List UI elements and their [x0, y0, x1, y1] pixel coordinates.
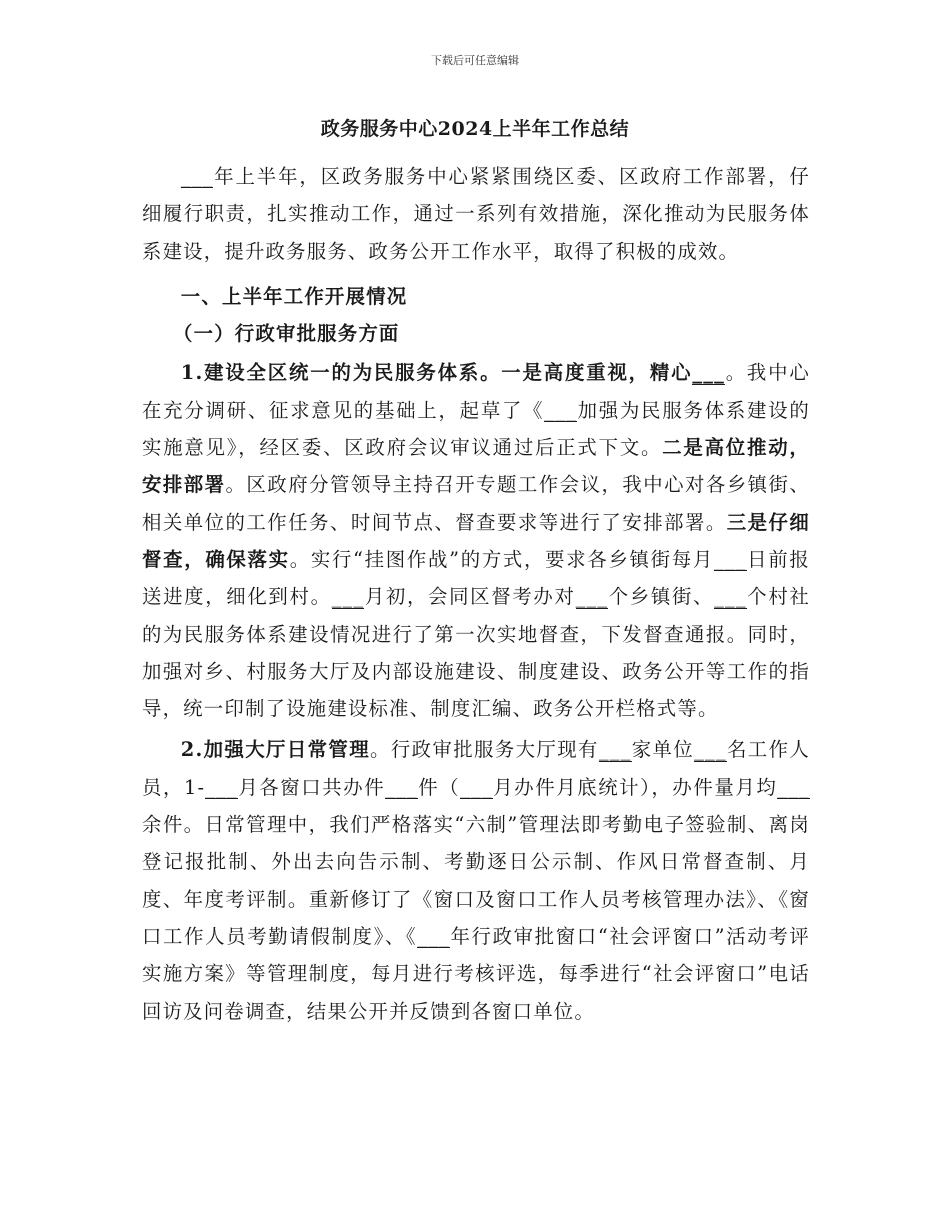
item-1-text: 加强为民服务体系建设的实施意见》，经区委、区政府会议审议通过后正式下文。 — [142, 398, 810, 460]
item-2-text: 月办件月底统计），办件量月均 — [492, 775, 778, 799]
intro-text: 年上半年，区政务服务中心紧紧围绕区委、区政府工作部署，仔细履行职责，扎实推动工作，通过一系列有效措施，深化推动为民服务体系建设，提升政务服务、政务公开工作水平，取得了积极的成效。 — [142, 165, 810, 263]
blank-field: ___ — [544, 398, 578, 422]
item-1-text: 个村社的为民服务体系建设情况进行了第一次实地督查，下发督查通报。同时，加强对乡、村服务大厅及内部设施建设、制度建设、政务公开等工作的指导，统一印制了设施建设标准、制度汇编、政务公开栏格式等。 — [142, 585, 810, 721]
item-1-paragraph — [142, 354, 810, 727]
item-2-text: 家单位 — [631, 738, 695, 762]
subsection-heading: （一）行政审批服务方面 — [173, 322, 400, 346]
blank-field: ___ — [417, 924, 451, 948]
blank-field: ___ — [692, 361, 726, 385]
item-2-text: 。行政审批服务大厅现有 — [370, 738, 599, 762]
blank-field: ___ — [777, 775, 810, 799]
blank-field: ___ — [694, 738, 727, 762]
blank-field: ___ — [385, 775, 418, 799]
item-1-text: 。实行“挂图作战”的方式，要求各乡镇街每月 — [289, 547, 714, 571]
item-1-text: 日前报送进度，细化到村。 — [142, 547, 810, 609]
item-1-text: 。区政府分管领导主持召开专题工作会议，我中心对各乡镇街、相关单位的工作任务、时间节点、督查要求等进行了安排部署。 — [142, 473, 810, 534]
item-1-text: 。我中心在充分调研、征求意见的基础上，起草了《 — [142, 361, 810, 422]
blank-field: ___ — [205, 775, 238, 799]
item-1-strong: 二是高位推动，安排部署 — [142, 436, 810, 497]
blank-field: ___ — [460, 775, 493, 799]
section-heading: 一、上半年工作开展情况 — [180, 284, 408, 308]
item-2-text: 月各窗口共办件 — [237, 775, 386, 799]
item-1-text: 个乡镇街、 — [608, 585, 715, 609]
item-2-text: 名工作人员，1- — [142, 738, 810, 799]
item-2-text: 件（ — [417, 775, 461, 799]
blank-field: ___ — [180, 165, 214, 188]
item-2-paragraph — [142, 731, 810, 1029]
intro-paragraph — [142, 158, 810, 270]
document-title: 政务服务中心2024上半年工作总结 — [320, 118, 630, 140]
item-1-text: 月初，会同区督考办对 — [364, 585, 576, 609]
item-2-text: 年行政审批窗口“社会评窗口”活动考评实施方案》等管理制度，每月进行考核评选，每季进行“社会评窗口”电话回访及问卷调查，结果公开并反馈到各窗口单位。 — [142, 924, 810, 1023]
blank-field: ___ — [714, 585, 747, 609]
blank-field: ___ — [713, 547, 747, 571]
blank-field: ___ — [598, 738, 632, 762]
item-1-strong: 三是仔细督查，确保落实 — [142, 510, 810, 571]
item-2-lead: 2.加强大厅日常管理 — [180, 738, 371, 762]
item-2-text: 余件。日常管理中，我们严格落实“六制”管理法即考勤电子签验制、离岗登记报批制、外出去向告示制、考勤逐日公示制、作风日常督查制、月度、年度考评制。重新修订了《窗口及窗口工作人员考核管理办法》、《窗口工作人员考勤请假制度》、《 — [142, 813, 810, 948]
blank-field: ___ — [575, 585, 609, 609]
item-1-lead: 1.建设全区统一的为民服务体系。一是高度重视，精心 — [180, 361, 693, 385]
page-header-note: 下载后可任意编辑 — [431, 54, 519, 67]
document-body — [142, 158, 810, 1030]
blank-field: ___ — [331, 585, 365, 609]
